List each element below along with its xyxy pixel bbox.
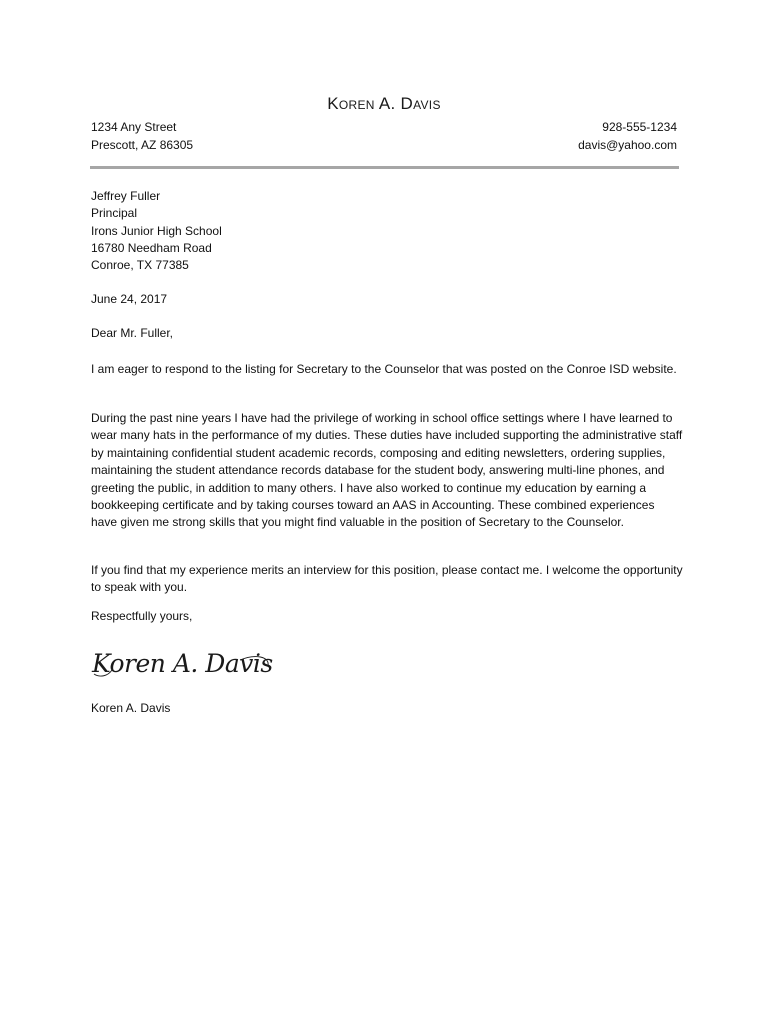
body-paragraph: I am eager to respond to the listing for Secretary to the Counselor that was posted on the Conroe ISD website. [91,362,677,376]
sender-phone: 928-555-1234 [602,120,677,134]
recipient-title: Principal [91,206,138,221]
handwritten-signature [90,640,290,695]
salutation: Dear Mr. Fuller, [91,326,174,340]
header-divider [90,166,679,169]
sender-email: davis@yahoo.com [578,137,677,152]
svg-text:Koren A. Davis: Koren A. Davis [92,649,273,678]
sender-address [91,119,193,154]
recipient-name: Jeffrey Fuller [91,189,161,203]
closing: Respectfully yours, [91,609,193,623]
sender-street: 1234 Any Street [91,120,177,134]
sender-city-state-zip: Prescott, AZ 86305 [91,137,194,152]
sender-name-heading: Koren A. Davis [327,94,441,113]
printed-name: Koren A. Davis [91,701,171,715]
signature-graphic [90,640,290,690]
letter-date: June 24, 2017 [91,292,168,306]
sender-contact [578,119,677,154]
body-paragraph: During the past nine years I have had the privilege of working in school office settings where I have learned to wear many hats in the performance of my duties. These duties have included supporting the administrative staff by maintaining confidential student academic records, composing and editing newsletters, ordering supplies, maintaining the student attendance records database for the student body, answering multi-line phones, and greeting the public, in addition to many others. I have also worked to continue my education by earning a bookkeeping certificate and by taking courses toward an AAS in Accounting. These combined experiences have given me strong skills that you might find valuable in the position of Secretary to the Counselor. [91,411,683,530]
recipient-city-state-zip: Conroe, TX 77385 [91,258,189,273]
recipient-block [91,188,222,274]
recipient-organization: Irons Junior High School [91,223,222,238]
body-paragraph: If you find that my experience merits an interview for this position, please contact me. I welcome the opportunity to speak with you. [91,563,683,595]
recipient-street: 16780 Needham Road [91,240,212,255]
